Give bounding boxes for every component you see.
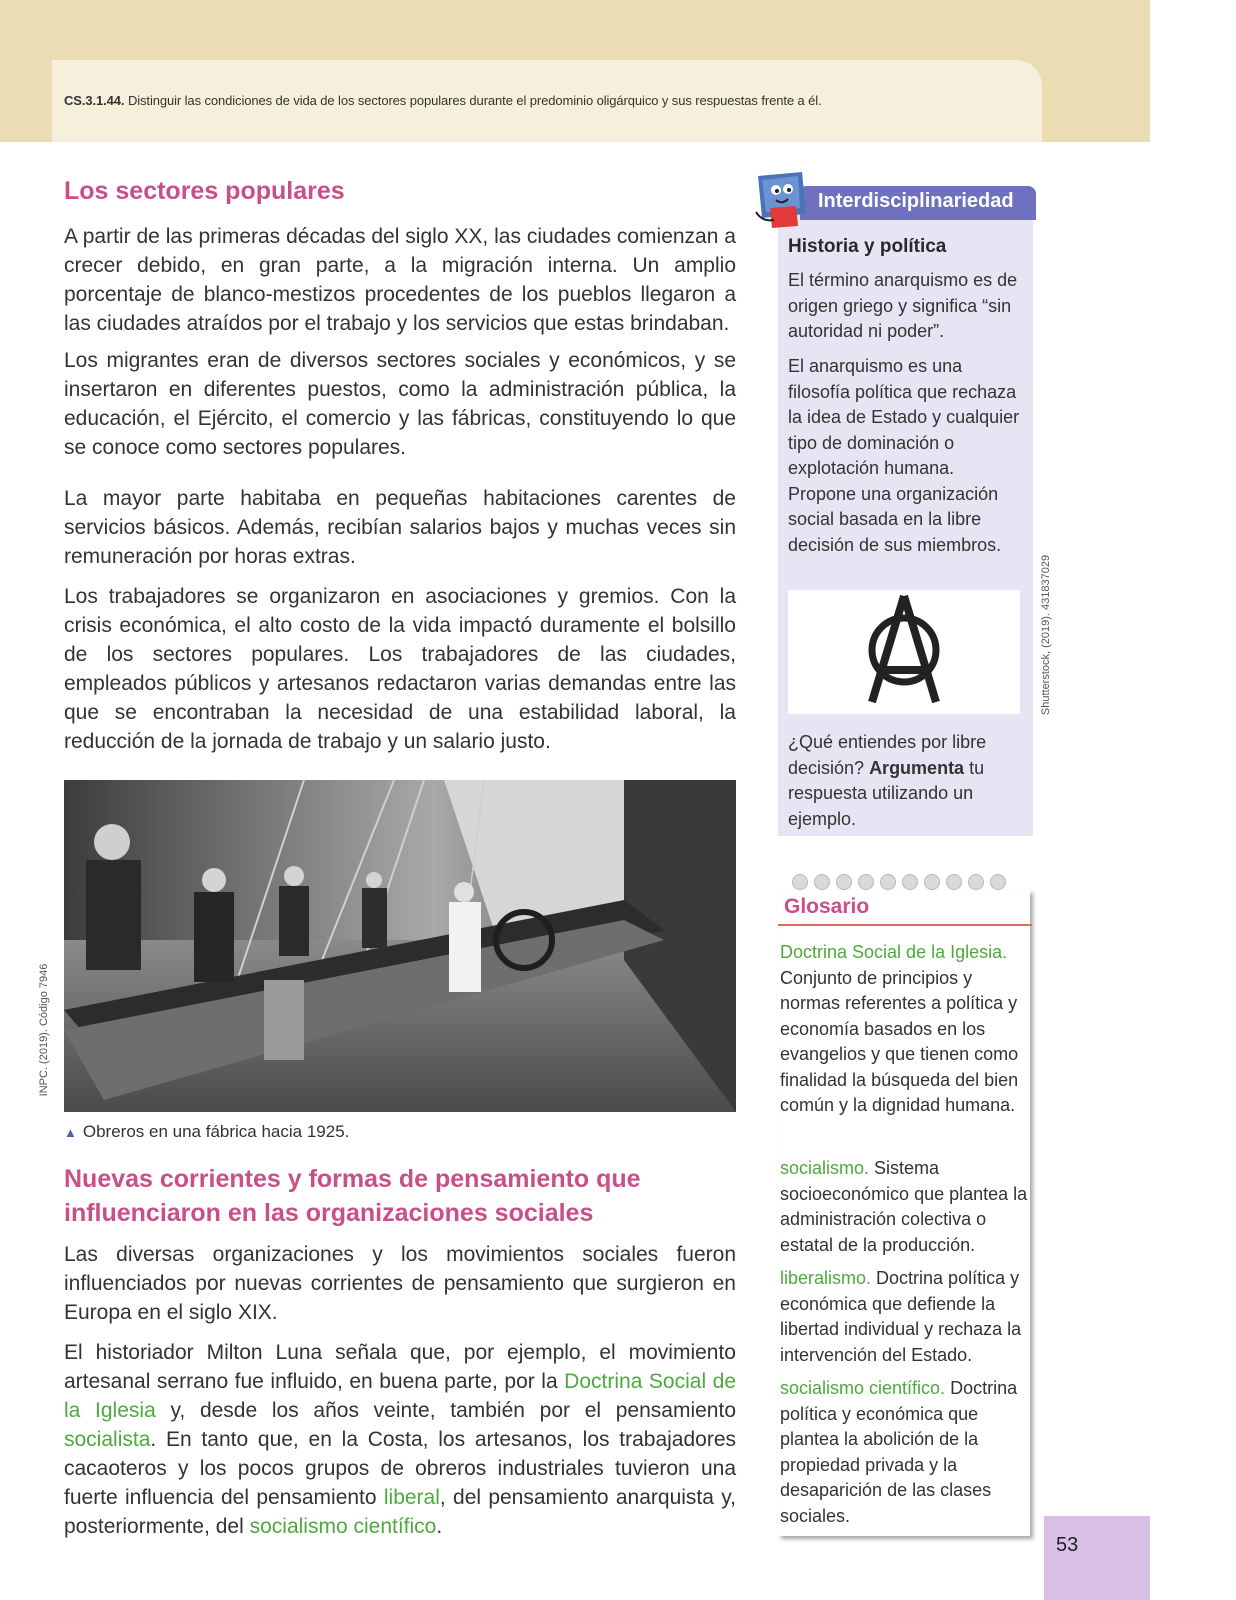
glossary-term: Doctrina Social de la Iglesia. [780,942,1008,962]
spiral-ring [924,874,940,890]
glossary-divider [778,924,1032,926]
text-span: . En tanto que, en la Costa, los artesanos, los trabajadores cacaoteros y los pocos grupos de obreros industriales tuvieron una fuerte influencia del pensamiento [64,1428,736,1509]
section-title-line2: influenciaron en las organizaciones sociales [64,1199,594,1227]
paragraph-6 [64,1338,736,1541]
spiral-ring [836,874,852,890]
paragraph-1: A partir de las primeras décadas del siglo XX, las ciudades comienzan a crecer debido, en gran parte, a la migración interna. Un amplio porcentaje de blanco-mestizos procedentes de los pueblos llegaron a las ciudades atraídos por el trabajo y los servicios que estas brindaban. [64,225,736,335]
learning-objective [64,93,822,108]
paragraph-2: Los migrantes eran de diversos sectores sociales y económicos, y se insertaron en diferentes puestos, como la administración pública, la educación, el Ejército, el comercio y las fábricas, constituyendo lo que se conoce como sectores populares. [64,349,736,459]
term-socialista: socialista [64,1428,151,1451]
book-mascot-icon [752,168,822,232]
interdisciplinary-tab-label: Interdisciplinariedad [818,190,1014,212]
glossary-entry [780,1376,1032,1529]
glossary-definition: Doctrina política y económica que defiende la libertad individual y rechaza la intervención del Estado. [780,1268,1022,1365]
paragraph-5: Las diversas organizaciones y los movimientos sociales fueron influenciados por nuevas corrientes de pensamiento que surgieron en Europa en el siglo XIX. [64,1243,736,1324]
glossary-title: Glosario [784,895,870,918]
spiral-ring [858,874,874,890]
paragraph-3: La mayor parte habitaba en pequeñas habitaciones carentes de servicios básicos. Además, recibían salarios bajos y muchas veces sin remuneración por horas extras. [64,487,736,568]
image-credit: Shutterstock, (2019). 431837029 [1040,554,1052,716]
spiral-ring [946,874,962,890]
glossary-term: socialismo. [780,1158,870,1178]
term-doctrina-social: Doctrina Social de la Iglesia [64,1370,737,1422]
caption-text: Obreros en una fábrica hacia 1925. [82,1122,350,1141]
interdisciplinary-heading: Historia y política [788,236,947,257]
term-liberal: liberal [383,1486,440,1509]
glossary-term: liberalismo. [780,1268,872,1288]
text-span: y, desde los años veinte, también por el pensamiento [155,1399,736,1422]
question-text: ¿Qué entiendes por libre decisión? [788,732,987,778]
glossary-definition: Conjunto de principios y normas referentes a política y economía basados en los evangelios y que tienen como finalidad la búsqueda del bien común y la dignidad humana. [780,967,1019,1115]
spiral-ring [990,874,1006,890]
anarchism-definition: El término anarquismo es de origen griego y significa “sin autoridad ni poder”. [788,270,1018,341]
question-verb: Argumenta [869,757,965,778]
glossary-entry [780,1156,1032,1258]
paragraph-4: Los trabajadores se organizaron en asociaciones y gremios. Con la crisis económica, el alto costo de la vida impactó duramente el bolsillo de los sectores populares. Los trabajadores de las ciudades, empleados públicos y artesanos redactaron varias demandas entre las que se encontraban la necesidad de una estabilidad laboral, la reducción de la jornada de trabajo y un salario justo. [64,585,736,753]
spiral-ring [902,874,918,890]
text-span: , del pensamiento anarquista y, posteriormente, del [64,1486,736,1538]
spiral-ring [880,874,896,890]
spiral-ring [814,874,830,890]
factory-workers-photo [64,780,736,1112]
anarchy-symbol-panel [788,590,1020,714]
glossary-entry [780,1266,1032,1368]
triangle-icon: ▲ [64,1125,77,1140]
term-socialismo-cientifico: socialismo científico [249,1515,437,1538]
text-span: El historiador Milton Luna señala que, por ejemplo, el movimiento artesanal serrano fue influido, en buena parte, por la [64,1341,736,1393]
question-text: tu respuesta utilizando un ejemplo. [788,757,985,829]
spiral-ring [968,874,984,890]
section-title-line1: Nuevas corrientes y formas de pensamiento que [64,1165,641,1193]
photo-caption [64,1122,349,1142]
glossary-definition: Sistema socioeconómico que plantea la administración colectiva o estatal de la producción. [780,1158,1028,1255]
reflection-question [788,730,1024,832]
page-number-tab [1044,1516,1150,1600]
text-span: . [436,1515,443,1538]
section-title-sectores-populares: Los sectores populares [64,177,345,205]
objective-code: CS.3.1.44. [64,93,125,108]
objective-description: Distinguir las condiciones de vida de los sectores populares durante el predominio oligárquico y sus respuestas frente a él. [127,93,822,108]
glossary-term: socialismo científico. [780,1378,946,1398]
spiral-ring [792,874,808,890]
anarchism-description: El anarquismo es una filosofía política que rechaza la idea de Estado y cualquier tipo de dominación o explotación humana. Propone una organización social basada en la libre decisión de sus miembros. [788,356,1020,555]
anarchy-symbol-icon [788,590,1020,714]
photo-credit: INPC. (2019). Código 7946 [38,963,50,1097]
page-number: 53 [1056,1534,1079,1556]
glossary-entry [780,940,1032,1119]
glossary-definition: Doctrina política y económica que plantea la abolición de la propiedad privada y la desaparición de las clases sociales. [780,1378,1018,1526]
